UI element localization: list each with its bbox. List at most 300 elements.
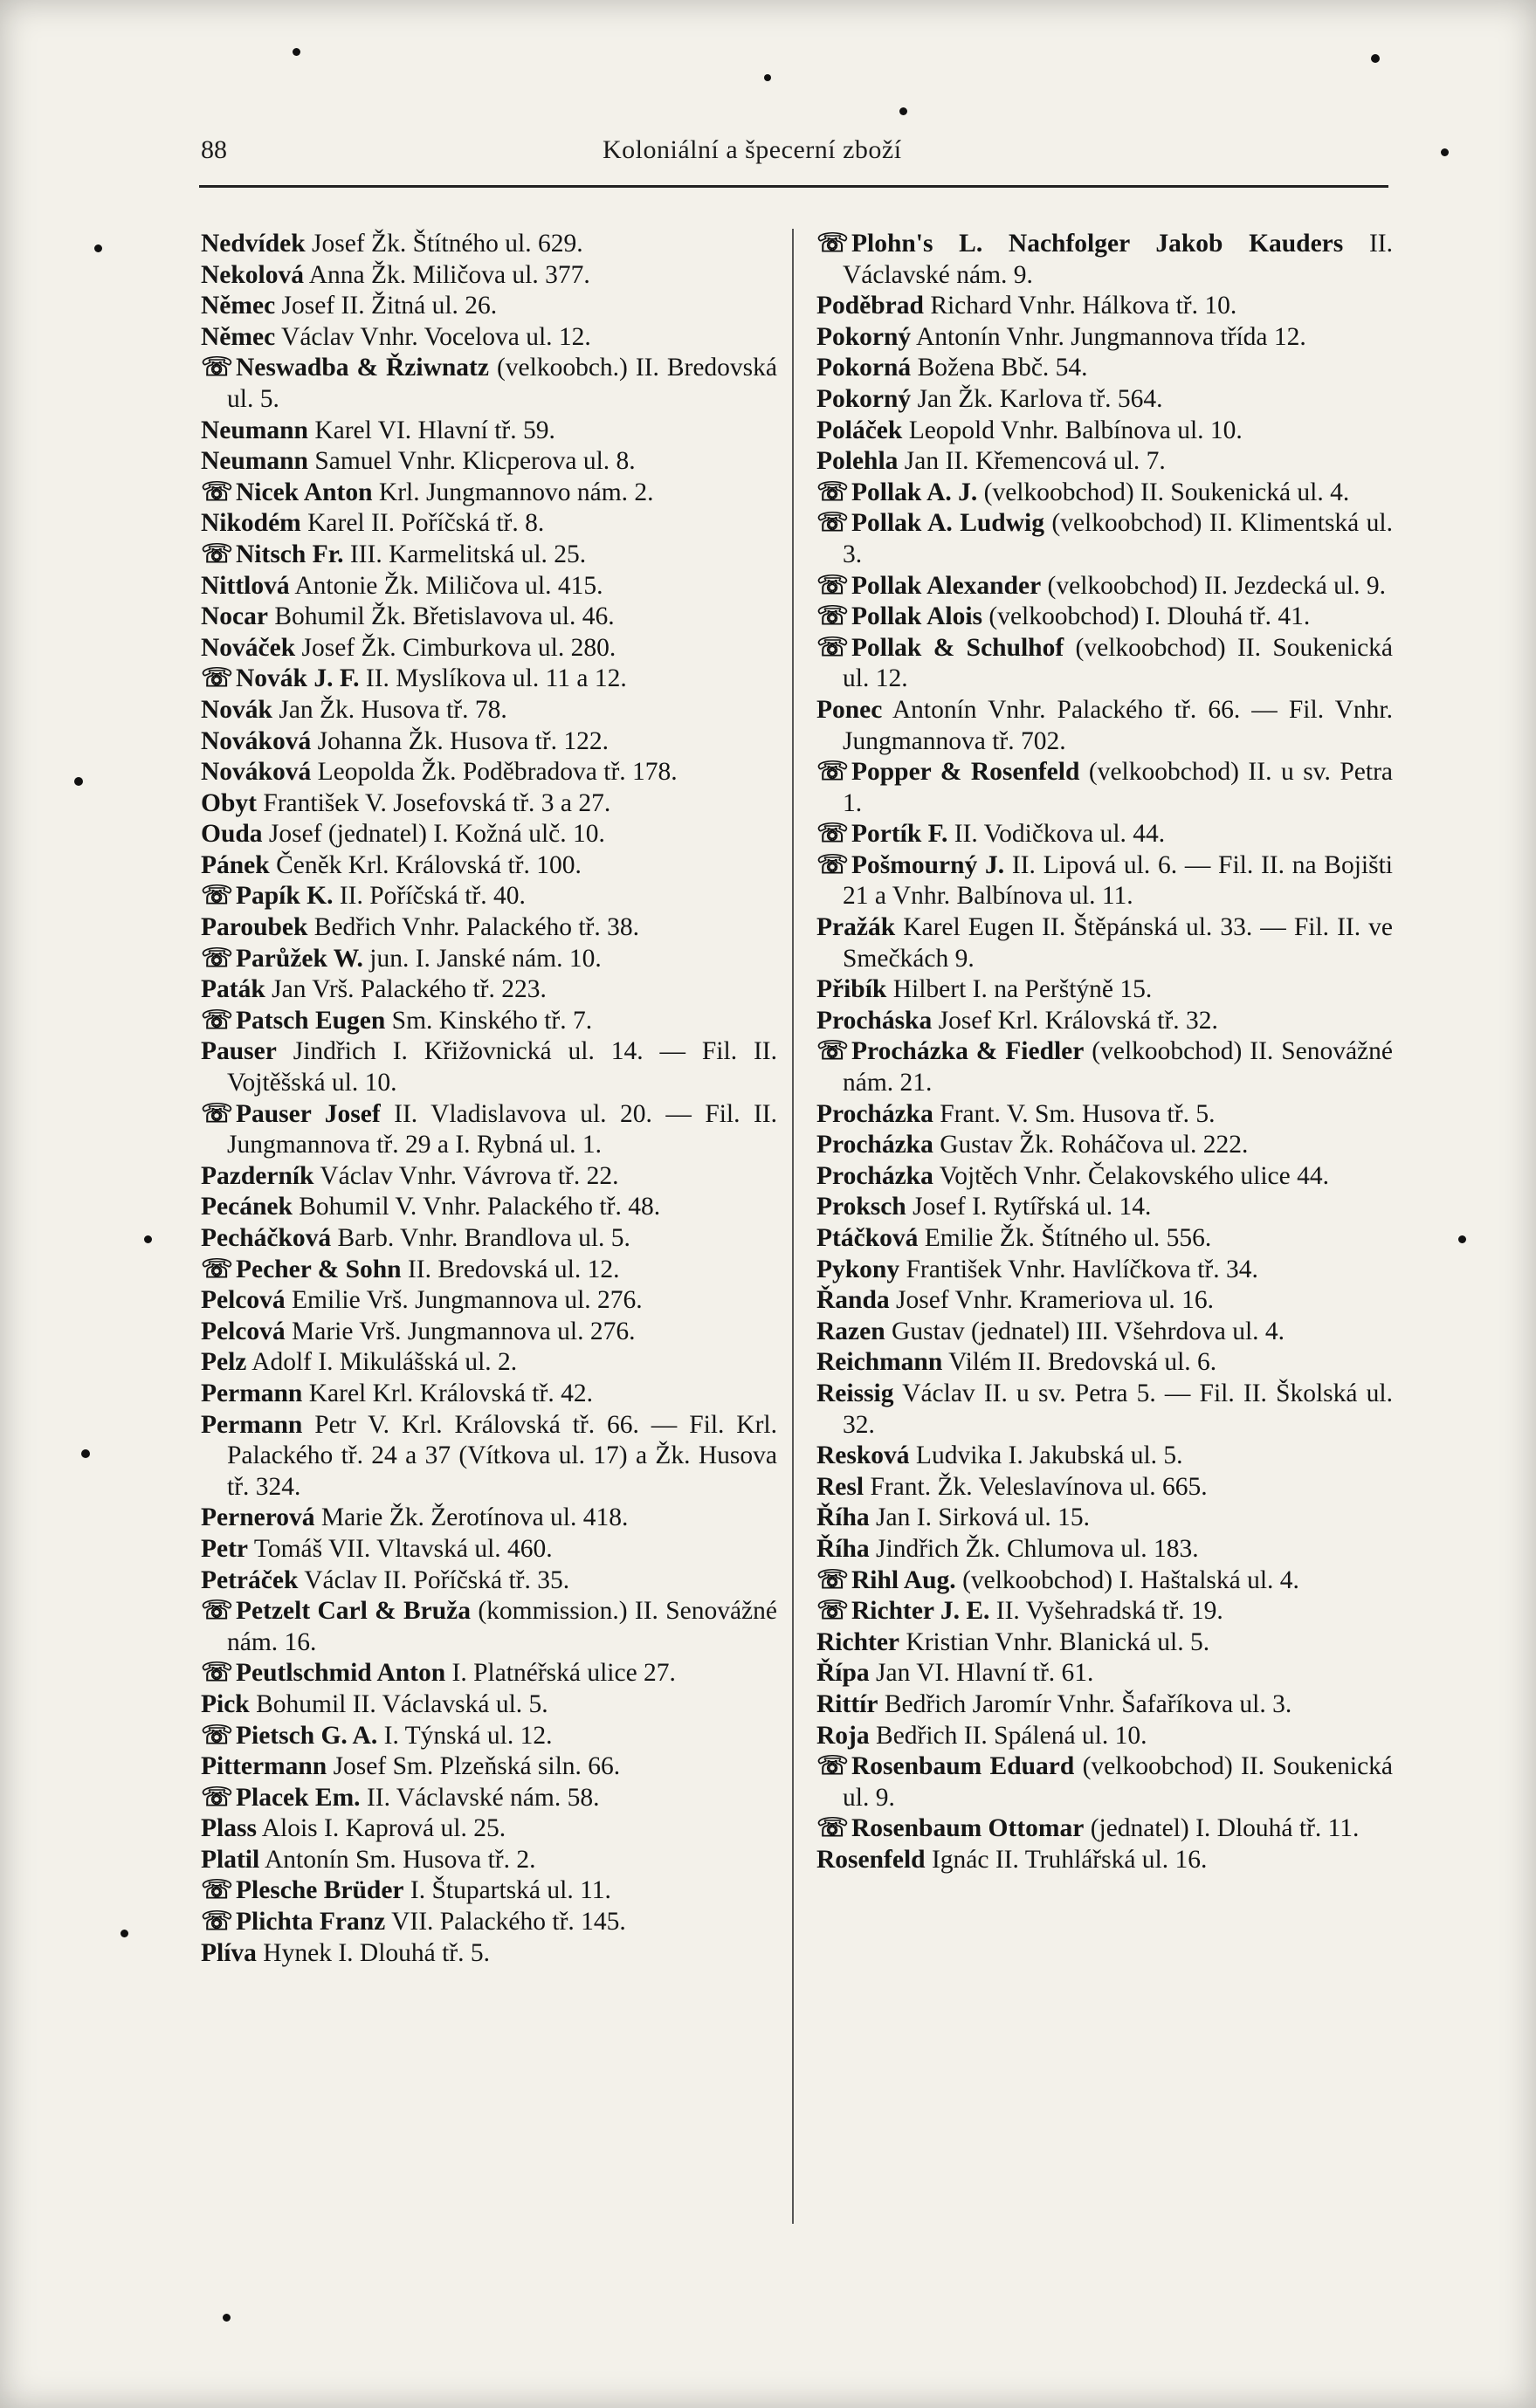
entry-details: Emilie Žk. Štítného ul. 556. bbox=[924, 1224, 1212, 1252]
directory-entry bbox=[201, 1099, 777, 1161]
entry-name: Proksch bbox=[816, 1193, 906, 1221]
directory-entry bbox=[201, 508, 777, 540]
entry-name: Platil bbox=[201, 1845, 260, 1874]
entry-name: Ponec bbox=[816, 695, 883, 724]
entry-name: Nocar bbox=[201, 602, 268, 631]
entry-name: Resl bbox=[816, 1472, 864, 1501]
entry-name: Poděbrad bbox=[816, 292, 924, 320]
directory-entry bbox=[201, 726, 777, 758]
telephone-icon: ☏ bbox=[201, 540, 233, 568]
entry-details: Emilie Vrš. Jungmannova ul. 276. bbox=[292, 1286, 643, 1315]
page-header bbox=[201, 135, 1388, 179]
directory-entry bbox=[816, 1534, 1393, 1565]
entry-name: Nekolová bbox=[201, 260, 304, 289]
entry-name: Pick bbox=[201, 1689, 250, 1718]
directory-entry bbox=[201, 1721, 777, 1752]
directory-entry bbox=[201, 353, 777, 415]
print-speck bbox=[223, 2314, 231, 2322]
directory-entry bbox=[816, 1845, 1393, 1876]
telephone-icon: ☏ bbox=[816, 1037, 849, 1066]
entry-details: (kommission.) II. Senovážné nám. 16. bbox=[227, 1597, 777, 1656]
directory-entry bbox=[816, 1255, 1393, 1286]
entry-details: Ludvika I. Jakubská ul. 5. bbox=[915, 1441, 1183, 1470]
directory-entry bbox=[201, 819, 777, 850]
directory-entry bbox=[816, 478, 1393, 509]
directory-entry bbox=[201, 1317, 777, 1348]
entry-name: Rittír bbox=[816, 1689, 878, 1718]
telephone-icon: ☏ bbox=[816, 758, 849, 787]
telephone-icon: ☏ bbox=[816, 850, 849, 879]
entry-details: I. Týnská ul. 12. bbox=[383, 1721, 553, 1750]
directory-entry bbox=[201, 1938, 777, 1970]
entry-name: Pelz bbox=[201, 1348, 247, 1377]
directory-entry bbox=[201, 446, 777, 478]
telephone-icon: ☏ bbox=[816, 633, 849, 662]
entry-name: Přibík bbox=[816, 975, 887, 1004]
directory-entry bbox=[816, 819, 1393, 850]
directory-entry bbox=[816, 1721, 1393, 1752]
entry-details: Hynek I. Dlouhá tř. 5. bbox=[263, 1938, 491, 1967]
entry-details: Frant. V. Sm. Husova tř. 5. bbox=[940, 1099, 1216, 1128]
telephone-icon: ☏ bbox=[201, 1099, 233, 1128]
entry-name: Pelcová bbox=[201, 1286, 286, 1315]
directory-entry bbox=[201, 695, 777, 726]
entry-name: Paták bbox=[201, 975, 265, 1004]
directory-entry bbox=[201, 1845, 777, 1876]
directory-entry bbox=[816, 1099, 1393, 1131]
entry-name: Nitsch Fr. bbox=[236, 540, 344, 568]
directory-entry bbox=[816, 229, 1393, 291]
entry-details: Gustav Žk. Roháčova ul. 222. bbox=[940, 1131, 1249, 1159]
directory-entry bbox=[201, 322, 777, 354]
entry-details: Josef Vnhr. Krameriova ul. 16. bbox=[896, 1286, 1215, 1315]
entry-details: Sm. Kinského tř. 7. bbox=[391, 1006, 593, 1035]
entry-details: Ignác II. Truhlářská ul. 16. bbox=[931, 1845, 1208, 1874]
entry-name: Richter J. E. bbox=[851, 1597, 990, 1626]
entry-details: Hilbert I. na Perštýně 15. bbox=[892, 975, 1153, 1004]
entry-name: Rosenfeld bbox=[816, 1845, 926, 1874]
directory-entry bbox=[201, 1285, 777, 1317]
telephone-icon: ☏ bbox=[816, 602, 849, 631]
entry-details: Krl. Jungmannovo nám. 2. bbox=[378, 478, 654, 506]
entry-name: Pokorný bbox=[816, 384, 912, 413]
entry-name: Říha bbox=[816, 1534, 870, 1563]
directory-entry bbox=[816, 446, 1393, 478]
entry-name: Parůžek W. bbox=[236, 944, 363, 973]
entry-details: Čeněk Krl. Královská tř. 100. bbox=[276, 850, 582, 879]
directory-entry bbox=[816, 602, 1393, 633]
directory-entry bbox=[201, 1223, 777, 1255]
telephone-icon: ☏ bbox=[201, 944, 233, 973]
entry-name: Pokorný bbox=[816, 322, 912, 351]
telephone-icon: ☏ bbox=[201, 1006, 233, 1035]
entry-name: Pykony bbox=[816, 1255, 900, 1283]
directory-entry bbox=[201, 1161, 777, 1193]
entry-details: VII. Palackého tř. 145. bbox=[391, 1908, 626, 1937]
entry-name: Nováková bbox=[201, 758, 312, 787]
entry-name: Reissig bbox=[816, 1379, 894, 1407]
entry-name: Procházka bbox=[816, 1131, 933, 1159]
entry-name: Pecánek bbox=[201, 1193, 293, 1221]
entry-details: Frant. Žk. Veleslavínova ul. 665. bbox=[870, 1472, 1208, 1501]
directory-entry bbox=[816, 1192, 1393, 1223]
directory-entry bbox=[201, 1347, 777, 1379]
entry-details: Antonín Vnhr. Palackého tř. 66. — Fil. Vnhr. Jungmannova tř. 702. bbox=[843, 695, 1393, 755]
entry-details: Karel Eugen II. Štěpánská ul. 33. — Fil. II. ve Smečkách 9. bbox=[843, 913, 1393, 973]
entry-details: (velkoobchod) II. Soukenická ul. 12. bbox=[843, 633, 1394, 693]
entry-details: Josef Krl. Královská tř. 32. bbox=[938, 1006, 1218, 1035]
directory-entry bbox=[816, 1317, 1393, 1348]
entry-details: II. Vladislavova ul. 20. — Fil. II. Jungmannova tř. 29 a I. Rybná ul. 1. bbox=[227, 1099, 777, 1159]
entry-details: Anna Žk. Miličova ul. 377. bbox=[308, 260, 590, 289]
directory-entry bbox=[816, 1503, 1393, 1534]
entry-name: Plohn's L. Nachfolger Jakob Kauders bbox=[851, 230, 1344, 258]
entry-details: Kristian Vnhr. Blanická ul. 5. bbox=[906, 1627, 1210, 1656]
entry-details: Jan I. Sirková ul. 15. bbox=[876, 1503, 1091, 1532]
telephone-icon: ☏ bbox=[201, 1721, 233, 1750]
entry-details: (velkoobchod) II. Jezdecká ul. 9. bbox=[1047, 571, 1386, 600]
directory-entry bbox=[201, 850, 777, 882]
directory-entry bbox=[201, 912, 777, 944]
telephone-icon: ☏ bbox=[816, 1814, 849, 1843]
telephone-icon: ☏ bbox=[201, 664, 233, 693]
entry-details: Jan VI. Hlavní tř. 61. bbox=[876, 1659, 1094, 1688]
entry-name: Nováček bbox=[201, 633, 296, 662]
directory-entry bbox=[816, 1751, 1393, 1813]
entry-details: Vilém II. Bredovská ul. 6. bbox=[948, 1348, 1217, 1377]
entry-details: Bedřich Vnhr. Palackého tř. 38. bbox=[313, 913, 640, 942]
directory-entry bbox=[201, 974, 777, 1006]
entry-name: Novák J. F. bbox=[236, 664, 360, 693]
entry-name: Nikodém bbox=[201, 509, 301, 538]
entry-name: Řípa bbox=[816, 1659, 870, 1688]
directory-entry bbox=[201, 1255, 777, 1286]
directory-entry bbox=[816, 291, 1393, 322]
entry-name: Procháska bbox=[816, 1006, 933, 1035]
entry-name: Patsch Eugen bbox=[236, 1006, 386, 1035]
print-speck bbox=[1371, 54, 1380, 63]
directory-entry bbox=[816, 1379, 1393, 1441]
entry-name: Peutlschmid Anton bbox=[236, 1659, 446, 1688]
directory-entry bbox=[201, 540, 777, 571]
print-speck bbox=[899, 107, 907, 115]
directory-entry bbox=[816, 1813, 1393, 1845]
entry-name: Nicek Anton bbox=[236, 478, 373, 506]
entry-details: II. Bredovská ul. 12. bbox=[407, 1255, 620, 1283]
directory-entry bbox=[816, 571, 1393, 602]
entry-details: Johanna Žk. Husova tř. 122. bbox=[317, 726, 610, 755]
entry-details: II. Poříčská tř. 40. bbox=[339, 882, 526, 911]
entry-details: II. Václavské nám. 58. bbox=[366, 1783, 600, 1812]
entry-name: Rosenbaum Eduard bbox=[851, 1752, 1075, 1781]
telephone-icon: ☏ bbox=[201, 478, 233, 506]
entry-name: Němec bbox=[201, 322, 276, 351]
print-speck bbox=[764, 74, 771, 81]
entry-details: (velkoobchod) II. Soukenická ul. 4. bbox=[983, 478, 1350, 506]
directory-entry bbox=[816, 1689, 1393, 1721]
entry-details: II. Vyšehradská tř. 19. bbox=[995, 1597, 1223, 1626]
entry-details: (velkoobchod) II. u sv. Petra 1. bbox=[843, 758, 1394, 817]
entry-name: Procházka bbox=[816, 1161, 933, 1190]
directory-entry bbox=[816, 1627, 1393, 1659]
entry-details: I. Štupartská ul. 11. bbox=[410, 1876, 611, 1905]
entry-name: Petráček bbox=[201, 1565, 299, 1594]
entry-details: Barb. Vnhr. Brandlova ul. 5. bbox=[337, 1224, 630, 1252]
entry-details: Gustav (jednatel) III. Všehrdova ul. 4. bbox=[892, 1317, 1285, 1345]
telephone-icon: ☏ bbox=[201, 1908, 233, 1937]
entry-name: Pánek bbox=[201, 850, 270, 879]
entry-name: Obyt bbox=[201, 788, 257, 817]
entry-name: Pernerová bbox=[201, 1503, 315, 1532]
entry-details: Karel Krl. Královská tř. 42. bbox=[308, 1379, 593, 1407]
entry-name: Permann bbox=[201, 1379, 303, 1407]
print-speck bbox=[1458, 1235, 1466, 1243]
entry-details: Richard Vnhr. Hálkova tř. 10. bbox=[930, 292, 1237, 320]
directory-entry bbox=[201, 757, 777, 788]
print-speck bbox=[144, 1235, 152, 1243]
entry-details: Marie Žk. Žerotínova ul. 418. bbox=[320, 1503, 629, 1532]
entry-details: Antonie Žk. Miličova ul. 415. bbox=[294, 571, 603, 600]
directory-entry bbox=[201, 1006, 777, 1037]
entry-name: Pazderník bbox=[201, 1161, 314, 1190]
telephone-icon: ☏ bbox=[816, 1565, 849, 1594]
entry-name: Pollak Alois bbox=[851, 602, 982, 631]
telephone-icon: ☏ bbox=[816, 571, 849, 600]
directory-entry bbox=[816, 1596, 1393, 1627]
entry-name: Neswadba & Řziwnatz bbox=[236, 354, 489, 382]
entry-details: Josef I. Rytířská ul. 14. bbox=[913, 1193, 1152, 1221]
entry-name: Razen bbox=[816, 1317, 885, 1345]
directory-entry bbox=[201, 1565, 777, 1597]
entry-name: Pittermann bbox=[201, 1752, 327, 1781]
entry-details: Bedřich II. Spálená ul. 10. bbox=[876, 1721, 1147, 1750]
entry-details: Václav II. Poříčská tř. 35. bbox=[304, 1565, 570, 1594]
entry-details: Leopolda Žk. Poděbradova tř. 178. bbox=[317, 758, 678, 787]
directory-entry bbox=[201, 1596, 777, 1658]
entry-details: Václav Vnhr. Vávrova tř. 22. bbox=[320, 1161, 619, 1190]
page-title: Koloniální a špecerní zboží bbox=[603, 135, 902, 164]
right-column bbox=[816, 229, 1393, 1875]
telephone-icon: ☏ bbox=[816, 230, 849, 258]
entry-name: Pošmourný J. bbox=[851, 850, 1005, 879]
entry-name: Pollak & Schulhof bbox=[851, 633, 1064, 662]
entry-name: Poláček bbox=[816, 416, 903, 444]
telephone-icon: ☏ bbox=[816, 509, 849, 538]
entry-name: Procházka & Fiedler bbox=[851, 1037, 1085, 1066]
directory-entry bbox=[816, 974, 1393, 1006]
entry-details: Adolf I. Mikulášská ul. 2. bbox=[251, 1348, 518, 1377]
entry-details: Jindřich I. Křižovnická ul. 14. — Fil. II. Vojtěšská ul. 10. bbox=[227, 1037, 777, 1097]
directory-entry bbox=[201, 1503, 777, 1534]
entry-name: Richter bbox=[816, 1627, 900, 1656]
entry-details: Marie Vrš. Jungmannova ul. 276. bbox=[292, 1317, 636, 1345]
entry-details: I. Platnéřská ulice 27. bbox=[451, 1659, 676, 1688]
directory-entry bbox=[201, 416, 777, 447]
telephone-icon: ☏ bbox=[201, 1597, 233, 1626]
entry-name: Neumann bbox=[201, 416, 308, 444]
entry-details: Karel II. Poříčská tř. 8. bbox=[307, 509, 545, 538]
entry-name: Ptáčková bbox=[816, 1224, 919, 1252]
print-speck bbox=[1441, 148, 1449, 156]
directory-entry bbox=[201, 478, 777, 509]
directory-entry bbox=[816, 1006, 1393, 1037]
directory-entry bbox=[816, 1441, 1393, 1472]
entry-name: Neumann bbox=[201, 447, 308, 476]
directory-entry bbox=[201, 1658, 777, 1689]
directory-entry bbox=[201, 1783, 777, 1814]
entry-details: Božena Bbč. 54. bbox=[917, 354, 1088, 382]
entry-name: Pollak A. J. bbox=[851, 478, 978, 506]
directory-entry bbox=[201, 944, 777, 975]
entry-name: Pelcová bbox=[201, 1317, 286, 1345]
directory-entry bbox=[201, 633, 777, 664]
directory-entry bbox=[816, 1658, 1393, 1689]
directory-entry bbox=[201, 260, 777, 292]
entry-name: Plass bbox=[201, 1814, 257, 1843]
directory-entry bbox=[201, 1036, 777, 1098]
entry-details: Josef Žk. Cimburkova ul. 280. bbox=[301, 633, 616, 662]
entry-details: (velkoobchod) II. Senovážné nám. 21. bbox=[843, 1037, 1393, 1097]
entry-name: Permann bbox=[201, 1410, 303, 1439]
entry-name: Pokorná bbox=[816, 354, 912, 382]
directory-entry bbox=[201, 1875, 777, 1907]
entry-name: Petzelt Carl & Bruža bbox=[236, 1597, 471, 1626]
directory-entry bbox=[201, 1379, 777, 1410]
entry-name: Nedvídek bbox=[201, 230, 306, 258]
directory-entry bbox=[816, 384, 1393, 416]
directory-entry bbox=[201, 881, 777, 912]
entry-details: (velkoobchod) I. Dlouhá tř. 41. bbox=[988, 602, 1311, 631]
entry-name: Říha bbox=[816, 1503, 870, 1532]
entry-name: Reichmann bbox=[816, 1348, 943, 1377]
entry-details: Vojtěch Vnhr. Čelakovského ulice 44. bbox=[939, 1161, 1329, 1190]
entry-details: Bohumil V. Vnhr. Palackého tř. 48. bbox=[299, 1193, 661, 1221]
entry-details: Tomáš VII. Vltavská ul. 460. bbox=[253, 1534, 553, 1563]
entry-name: Plesche Brüder bbox=[236, 1876, 404, 1905]
entry-details: Václav Vnhr. Vocelova ul. 12. bbox=[281, 322, 591, 351]
entry-name: Popper & Rosenfeld bbox=[851, 758, 1080, 787]
entry-details: Antonín Sm. Husova tř. 2. bbox=[264, 1845, 536, 1874]
entry-details: (jednatel) I. Dlouhá tř. 11. bbox=[1090, 1814, 1360, 1843]
left-column bbox=[201, 229, 777, 1969]
directory-entry bbox=[201, 788, 777, 820]
directory-entry bbox=[816, 695, 1393, 757]
entry-details: Karel VI. Hlavní tř. 59. bbox=[314, 416, 555, 444]
entry-details: Jan II. Křemencová ul. 7. bbox=[904, 447, 1166, 476]
entry-details: Alois I. Kaprová ul. 25. bbox=[261, 1814, 506, 1843]
entry-details: Bohumil Žk. Břetislavova ul. 46. bbox=[274, 602, 615, 631]
directory-entry bbox=[816, 1161, 1393, 1193]
directory-entry bbox=[816, 1472, 1393, 1503]
entry-details: Leopold Vnhr. Balbínova ul. 10. bbox=[908, 416, 1243, 444]
directory-entry bbox=[201, 1907, 777, 1938]
telephone-icon: ☏ bbox=[816, 1597, 849, 1626]
column-divider bbox=[792, 229, 794, 2224]
print-speck bbox=[121, 1930, 128, 1937]
entry-name: Rihl Aug. bbox=[851, 1565, 956, 1594]
directory-entry bbox=[816, 508, 1393, 570]
entry-details: III. Karmelitská ul. 25. bbox=[349, 540, 587, 568]
directory-entry bbox=[201, 1410, 777, 1503]
entry-details: (velkoobchod) II. Klimentská ul. 3. bbox=[843, 509, 1394, 568]
entry-details: Bohumil II. Václavská ul. 5. bbox=[256, 1689, 548, 1718]
directory-entry bbox=[201, 571, 777, 602]
entry-name: Resková bbox=[816, 1441, 910, 1470]
directory-entry bbox=[816, 850, 1393, 912]
entry-name: Paroubek bbox=[201, 913, 308, 942]
entry-name: Petr bbox=[201, 1534, 249, 1563]
telephone-icon: ☏ bbox=[816, 1752, 849, 1781]
entry-name: Portík F. bbox=[851, 820, 948, 849]
entry-name: Pecháčková bbox=[201, 1224, 332, 1252]
directory-entry bbox=[816, 1565, 1393, 1597]
entry-name: Pietsch G. A. bbox=[236, 1721, 378, 1750]
entry-name: Polehla bbox=[816, 447, 899, 476]
print-speck bbox=[74, 777, 83, 786]
entry-name: Řanda bbox=[816, 1286, 890, 1315]
print-speck bbox=[81, 1449, 90, 1458]
entry-details: II. Lipová ul. 6. — Fil. II. na Bojišti 21 a Vnhr. Balbínova ul. 11. bbox=[843, 850, 1394, 911]
directory-entry bbox=[201, 291, 777, 322]
directory-entry bbox=[201, 1813, 777, 1845]
entry-details: Jan Žk. Husova tř. 78. bbox=[279, 695, 507, 724]
entry-details: II. Vodičkova ul. 44. bbox=[954, 820, 1166, 849]
directory-entry bbox=[816, 1036, 1393, 1098]
directory-entry bbox=[816, 757, 1393, 819]
telephone-icon: ☏ bbox=[201, 1255, 233, 1283]
entry-name: Nittlová bbox=[201, 571, 290, 600]
entry-details: (velkoobch.) II. Bredovská ul. 5. bbox=[227, 354, 777, 413]
entry-details: František V. Josefovská tř. 3 a 27. bbox=[263, 788, 611, 817]
entry-name: Plíva bbox=[201, 1938, 257, 1967]
directory-entry bbox=[201, 1751, 777, 1783]
entry-details: II. Václavské nám. 9. bbox=[843, 230, 1393, 289]
entry-details: Václav II. u sv. Petra 5. — Fil. II. Školská ul. 32. bbox=[843, 1379, 1393, 1439]
telephone-icon: ☏ bbox=[201, 882, 233, 911]
entry-details: Josef Sm. Plzeňská siln. 66. bbox=[333, 1752, 621, 1781]
directory-entry bbox=[816, 1347, 1393, 1379]
entry-details: II. Myslíkova ul. 11 a 12. bbox=[365, 664, 627, 693]
directory-entry bbox=[816, 633, 1393, 695]
directory-entry bbox=[816, 1223, 1393, 1255]
directory-entry bbox=[201, 664, 777, 695]
directory-entry bbox=[816, 353, 1393, 384]
entry-name: Němec bbox=[201, 292, 276, 320]
directory-entry bbox=[816, 322, 1393, 354]
entry-name: Placek Em. bbox=[236, 1783, 361, 1812]
entry-details: František Vnhr. Havlíčkova tř. 34. bbox=[906, 1255, 1258, 1283]
directory-entry bbox=[201, 229, 777, 260]
entry-details: Samuel Vnhr. Klicperova ul. 8. bbox=[314, 447, 636, 476]
entry-details: Bedřich Jaromír Vnhr. Šafaříkova ul. 3. bbox=[884, 1689, 1292, 1718]
entry-name: Nováková bbox=[201, 726, 312, 755]
telephone-icon: ☏ bbox=[816, 478, 849, 506]
directory-entry bbox=[816, 1285, 1393, 1317]
entry-details: (velkoobchod) II. Soukenická ul. 9. bbox=[843, 1752, 1394, 1812]
directory-entry bbox=[201, 1534, 777, 1565]
entry-details: Jan Žk. Karlova tř. 564. bbox=[917, 384, 1163, 413]
entry-name: Rosenbaum Ottomar bbox=[851, 1814, 1085, 1843]
entry-name: Roja bbox=[816, 1721, 870, 1750]
directory-entry bbox=[816, 416, 1393, 447]
page-number: 88 bbox=[201, 135, 227, 164]
entry-name: Pražák bbox=[816, 913, 896, 942]
entry-details: Josef II. Žitná ul. 26. bbox=[281, 292, 498, 320]
entry-details: Antonín Vnhr. Jungmannova třída 12. bbox=[915, 322, 1306, 351]
entry-details: jun. I. Janské nám. 10. bbox=[369, 944, 602, 973]
telephone-icon: ☏ bbox=[201, 354, 233, 382]
print-speck bbox=[293, 48, 300, 56]
